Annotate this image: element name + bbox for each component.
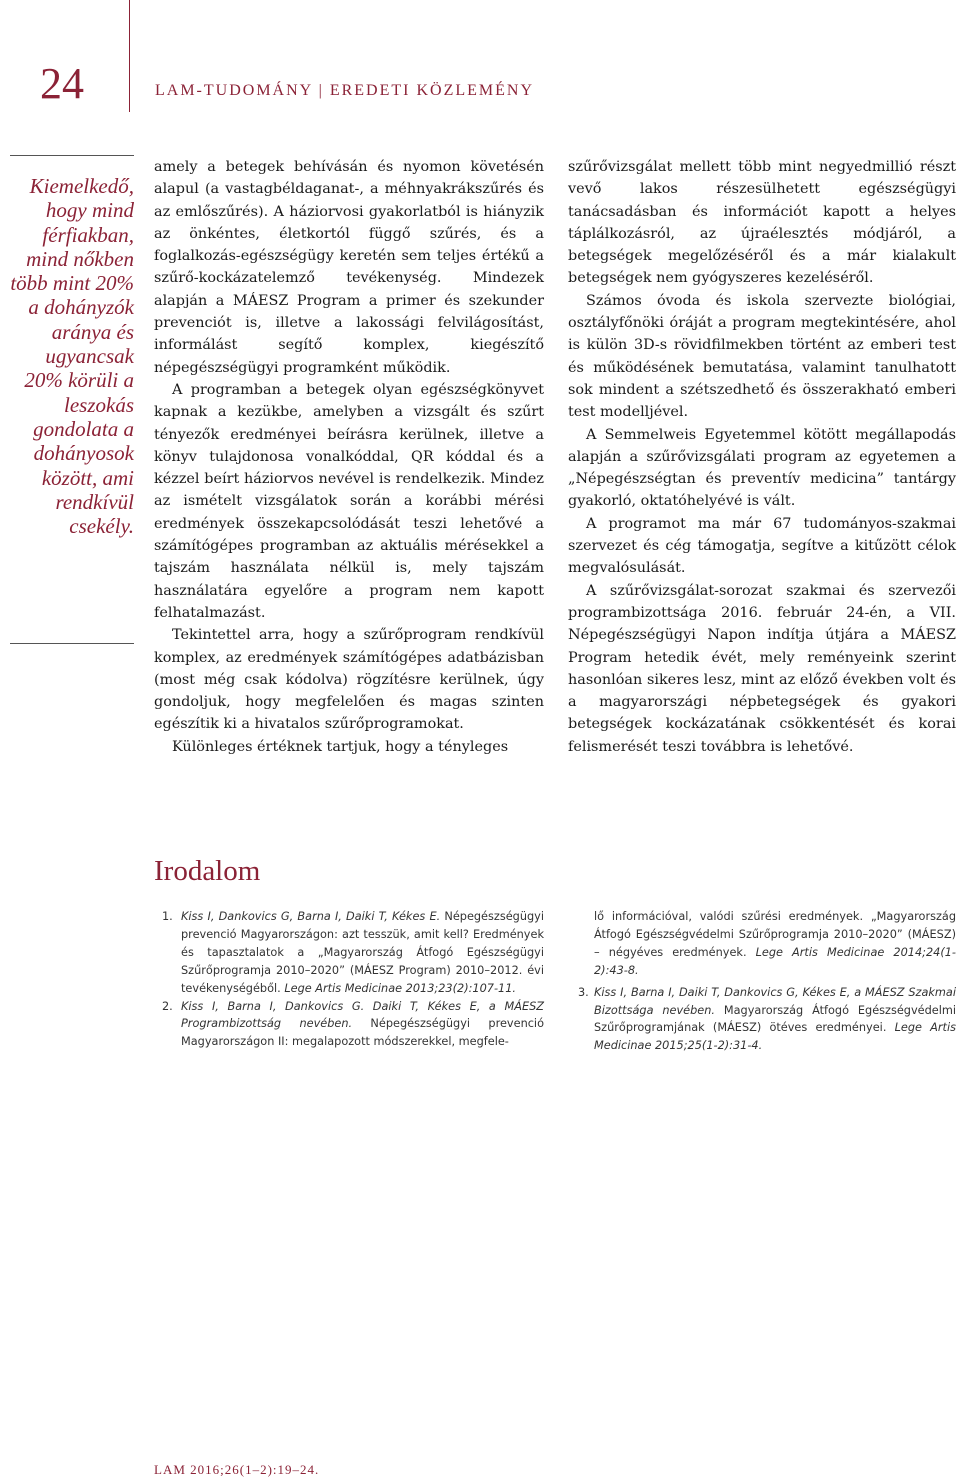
paragraph: A szűrővizsgálat-sorozat szakmai és szervezői programbizottsága 2016. február 24-én, a VII. Népegészségügyi Napon indítja útjára a MÁESZ Program hetedik évét, mely reményeink szerint hasonlóan sikeres lesz, mint az előző években volt és a magyarországi népbetegségek és gyakori betegségek kockázatának csökkentését és korai felismerését teszi továbbra is lehetővé. [568, 582, 956, 755]
body-column-right [568, 156, 956, 758]
reference-number: 2. [162, 999, 173, 1013]
reference-authors: Kiss I, Barna I, Daiki T, Dankovics G, Kékes E, a MÁESZ Szakmai Bizottsága nevében. [594, 985, 956, 1017]
header-divider [129, 0, 130, 112]
pull-quote-top-rule [10, 155, 134, 156]
reference-continuation [578, 908, 956, 980]
reference-item [578, 984, 956, 1056]
reference-text [181, 908, 544, 998]
paragraph: szűrővizsgálat mellett több mint negyedmillió részt vevő lakos részesülhetett egészségügyi tanácsadásban és információt kapott a helyes táplálkozásról, az újraélesztés módjáról, a betegségek megelőzéséről és a már kialakult betegségek nem gyógyszeres kezeléséről. [568, 159, 956, 287]
reference-journal: Lege Artis Medicinae 2013;23(2):107-11. [280, 981, 517, 995]
pull-quote: Kiemelkedő, hogy mind férfiakban, mind nőkben több mint 20% a dohányzók aránya és ugyancsak 20% körüli a leszokás gondolata a dohányosok között, ami rendkívül csekély. [10, 174, 134, 539]
references-column-left [162, 908, 544, 1051]
footer-citation: LAM 2016;26(1–2):19–24. [154, 1462, 320, 1477]
page-number: 24 [40, 59, 84, 108]
paragraph: amely a betegek behívásán és nyomon követésén alapul (a vastagbéldaganat-, a méhnyakrákszűrés és az emlőszűrés). A háziorvosi gyakorlatból is hiányzik az önkéntes, életkortól függő szűrés, és a foglalkozás-egészségügy keretén sem teljes értékű a szűrő-kockázatelemző tevékenység. Mindezek alapján a MÁESZ Program a primer és szekunder prevenciót is, illetve a lakossági felvilágosítást, informálást segítő komplex, kiegészítő népegészségügyi programként működik. [154, 159, 544, 376]
reference-authors: Kiss I, Dankovics G, Barna I, Daiki T, Kékes E. [181, 910, 441, 923]
reference-title: lő információval, valódi szűrési eredmények. „Magyarország Átfogó Egészségvédelmi Szűrőprogramja 2010–2020” (MÁESZ) – négyéves eredmények. [594, 910, 956, 959]
reference-item [162, 998, 544, 1052]
paragraph: A programban a betegek olyan egészségkönyvet kapnak a kezükbe, amelyben a vizsgált és szűrt tényezők eredményei beírásra kerülnek, illetve a könyv tulajdonosa vonalkóddal, QR kóddal és a kézzel beírt háziorvos nevével is rendelkezik. Mindez az ismételt vizsgálatok során a korábbi mérési eredmények összekapcsolódását teszi lehetővé a számítógépes programban az aktuális mérésekkel a tajszám használata nélkül is, mely tajszám használatára egyelőre a program nem kapott felhatalmazást. [154, 381, 544, 621]
paragraph: A programot ma már 67 tudományos-szakmai szervezet és cég támogatja, segítve a kitűzött célok megvalósulását. [568, 515, 956, 577]
reference-journal: Lege Artis Medicinae 2014;24(1-2):43-8. [594, 945, 956, 977]
running-title: LAM-TUDOMÁNY | EREDETI KÖZLEMÉNY [155, 82, 535, 99]
reference-text [594, 984, 956, 1056]
reference-title: Népegészségügyi prevenció Magyarországon: azt tesszük, amit kell? Eredmények és tapasztalatok a „Magyarország Átfogó Egészségügyi Szűrőprogramja 2010–2020” (MÁESZ Program) 2010–2012. évi tevékenységéből. [181, 910, 544, 995]
paragraph: Számos óvoda és iskola szervezte biológiai, osztályfőnöki óráját a program megtekintésére, ahol is külön 3D-s rövidfilmekben történt az emberi test és működésének bemutatása, valamint tanulhatott sok mindent a szétszedhető és összerakható emberi test modelljével. [568, 292, 956, 421]
paragraph: A Semmelweis Egyetemmel kötött megállapodás alapján a szűrővizsgálati program az egyetemen a „Népegészségtan és preventív medicina” tantárgy gyakorló, oktatóhelyévé is vált. [568, 426, 956, 510]
paragraph: Különleges értéknek tartjuk, hogy a tényleges [172, 738, 509, 755]
reference-text [181, 998, 544, 1052]
body-column-left [154, 156, 544, 758]
pull-quote-bottom-rule [10, 643, 134, 644]
reference-authors: Kiss I, Barna I, Dankovics G. Daiki T, Kékes E, a MÁESZ Programbizottság nevében. [181, 999, 544, 1031]
reference-journal: Lege Artis Medicinae 2015;25(1-2):31-4. [594, 1021, 957, 1053]
references-column-right [578, 908, 956, 1055]
reference-title: Népegészségügyi prevenció Magyarországon II: megalapozott módszerekkel, megfele- [181, 1017, 544, 1049]
reference-item [162, 908, 544, 998]
paragraph: Tekintettel arra, hogy a szűrőprogram rendkívül komplex, az eredmények számítógépes adatbázisban (most még csak kódolva) rögzítésre kerülnek, úgy gondoljuk, hogy megfelelően és magas szinten egészítik ki a hivatalos szűrőprogramokat. [154, 627, 544, 733]
reference-number: 3. [578, 985, 589, 999]
reference-title: Magyarország Átfogó Egészségvédelmi Szűrőprogramjának (MÁESZ) ötéves eredményei. [594, 1003, 956, 1035]
references-heading: Irodalom [154, 855, 261, 887]
reference-number: 1. [162, 910, 173, 923]
